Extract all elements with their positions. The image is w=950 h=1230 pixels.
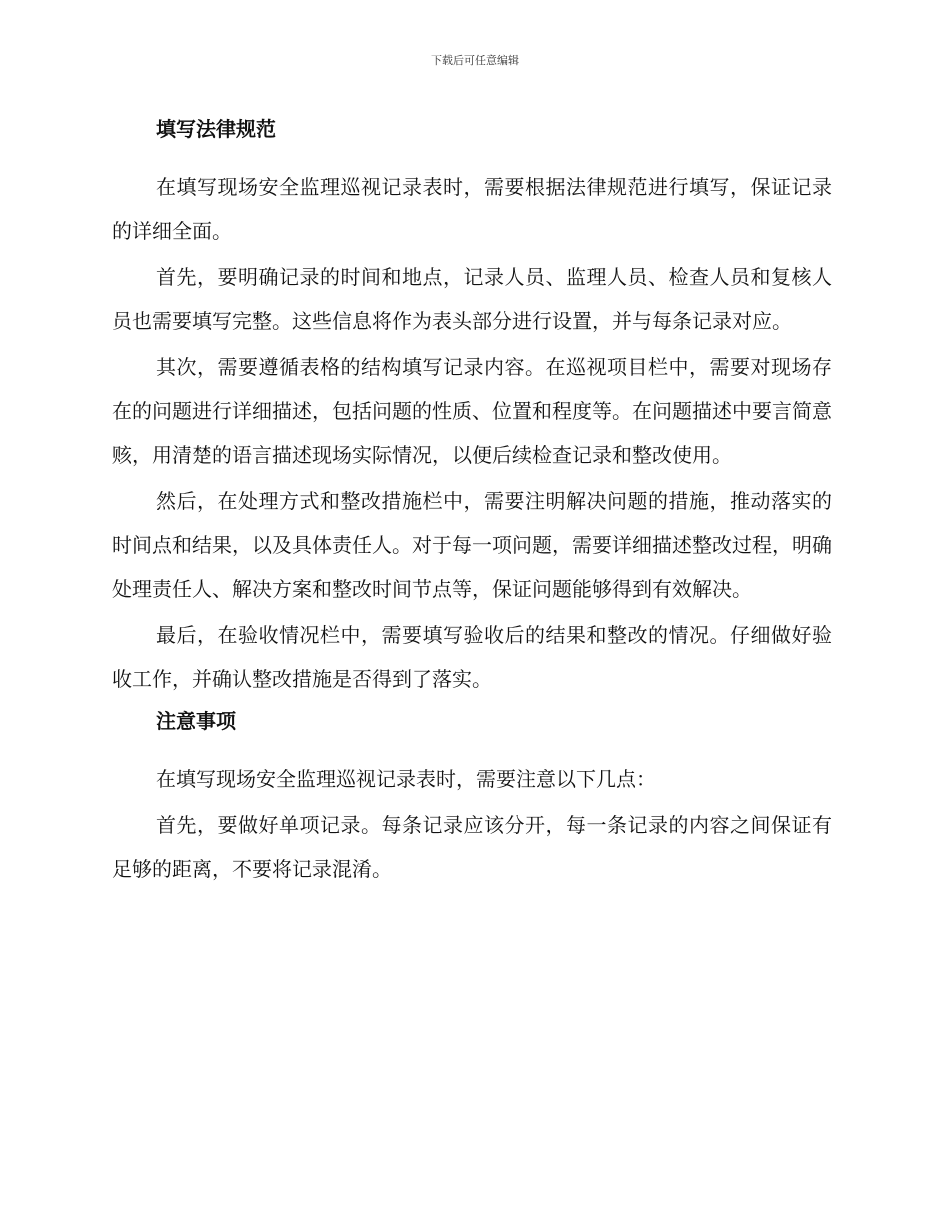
paragraph: 在填写现场安全监理巡视记录表时，需要注意以下几点： (156, 767, 656, 791)
header-note: 下载后可任意编辑 (431, 54, 519, 67)
section-notes (112, 705, 832, 891)
section-heading: 注意事项 (156, 709, 236, 733)
paragraph: 然后，在处理方式和整改措施栏中，需要注明解决问题的措施，推动落实的时间点和结果，以及具体责任人。对于每一项问题，需要详细描述整改过程，明确处理责任人、解决方案和整改时间节点等，保证问题能够得到有效解决。 (112, 489, 832, 601)
paragraph: 首先，要明确记录的时间和地点，记录人员、监理人员、检查人员和复核人员也需要填写完整。这些信息将作为表头部分进行设置，并与每条记录对应。 (112, 265, 832, 333)
section-heading: 填写法律规范 (156, 117, 276, 141)
paragraph: 在填写现场安全监理巡视记录表时，需要根据法律规范进行填写，保证记录的详细全面。 (112, 175, 832, 243)
paragraph: 首先，要做好单项记录。每条记录应该分开，每一条记录的内容之间保证有足够的距离，不要将记录混淆。 (112, 813, 832, 881)
paragraph: 其次，需要遵循表格的结构填写记录内容。在巡视项目栏中，需要对现场存在的问题进行详细描述，包括问题的性质、位置和程度等。在问题描述中要言简意赅，用清楚的语言描述现场实际情况，以便后续检查记录和整改使用。 (112, 355, 832, 467)
document-body (112, 113, 832, 893)
paragraph: 最后，在验收情况栏中，需要填写验收后的结果和整改的情况。仔细做好验收工作，并确认整改措施是否得到了落实。 (112, 623, 832, 691)
section-legal-norms (112, 113, 832, 701)
